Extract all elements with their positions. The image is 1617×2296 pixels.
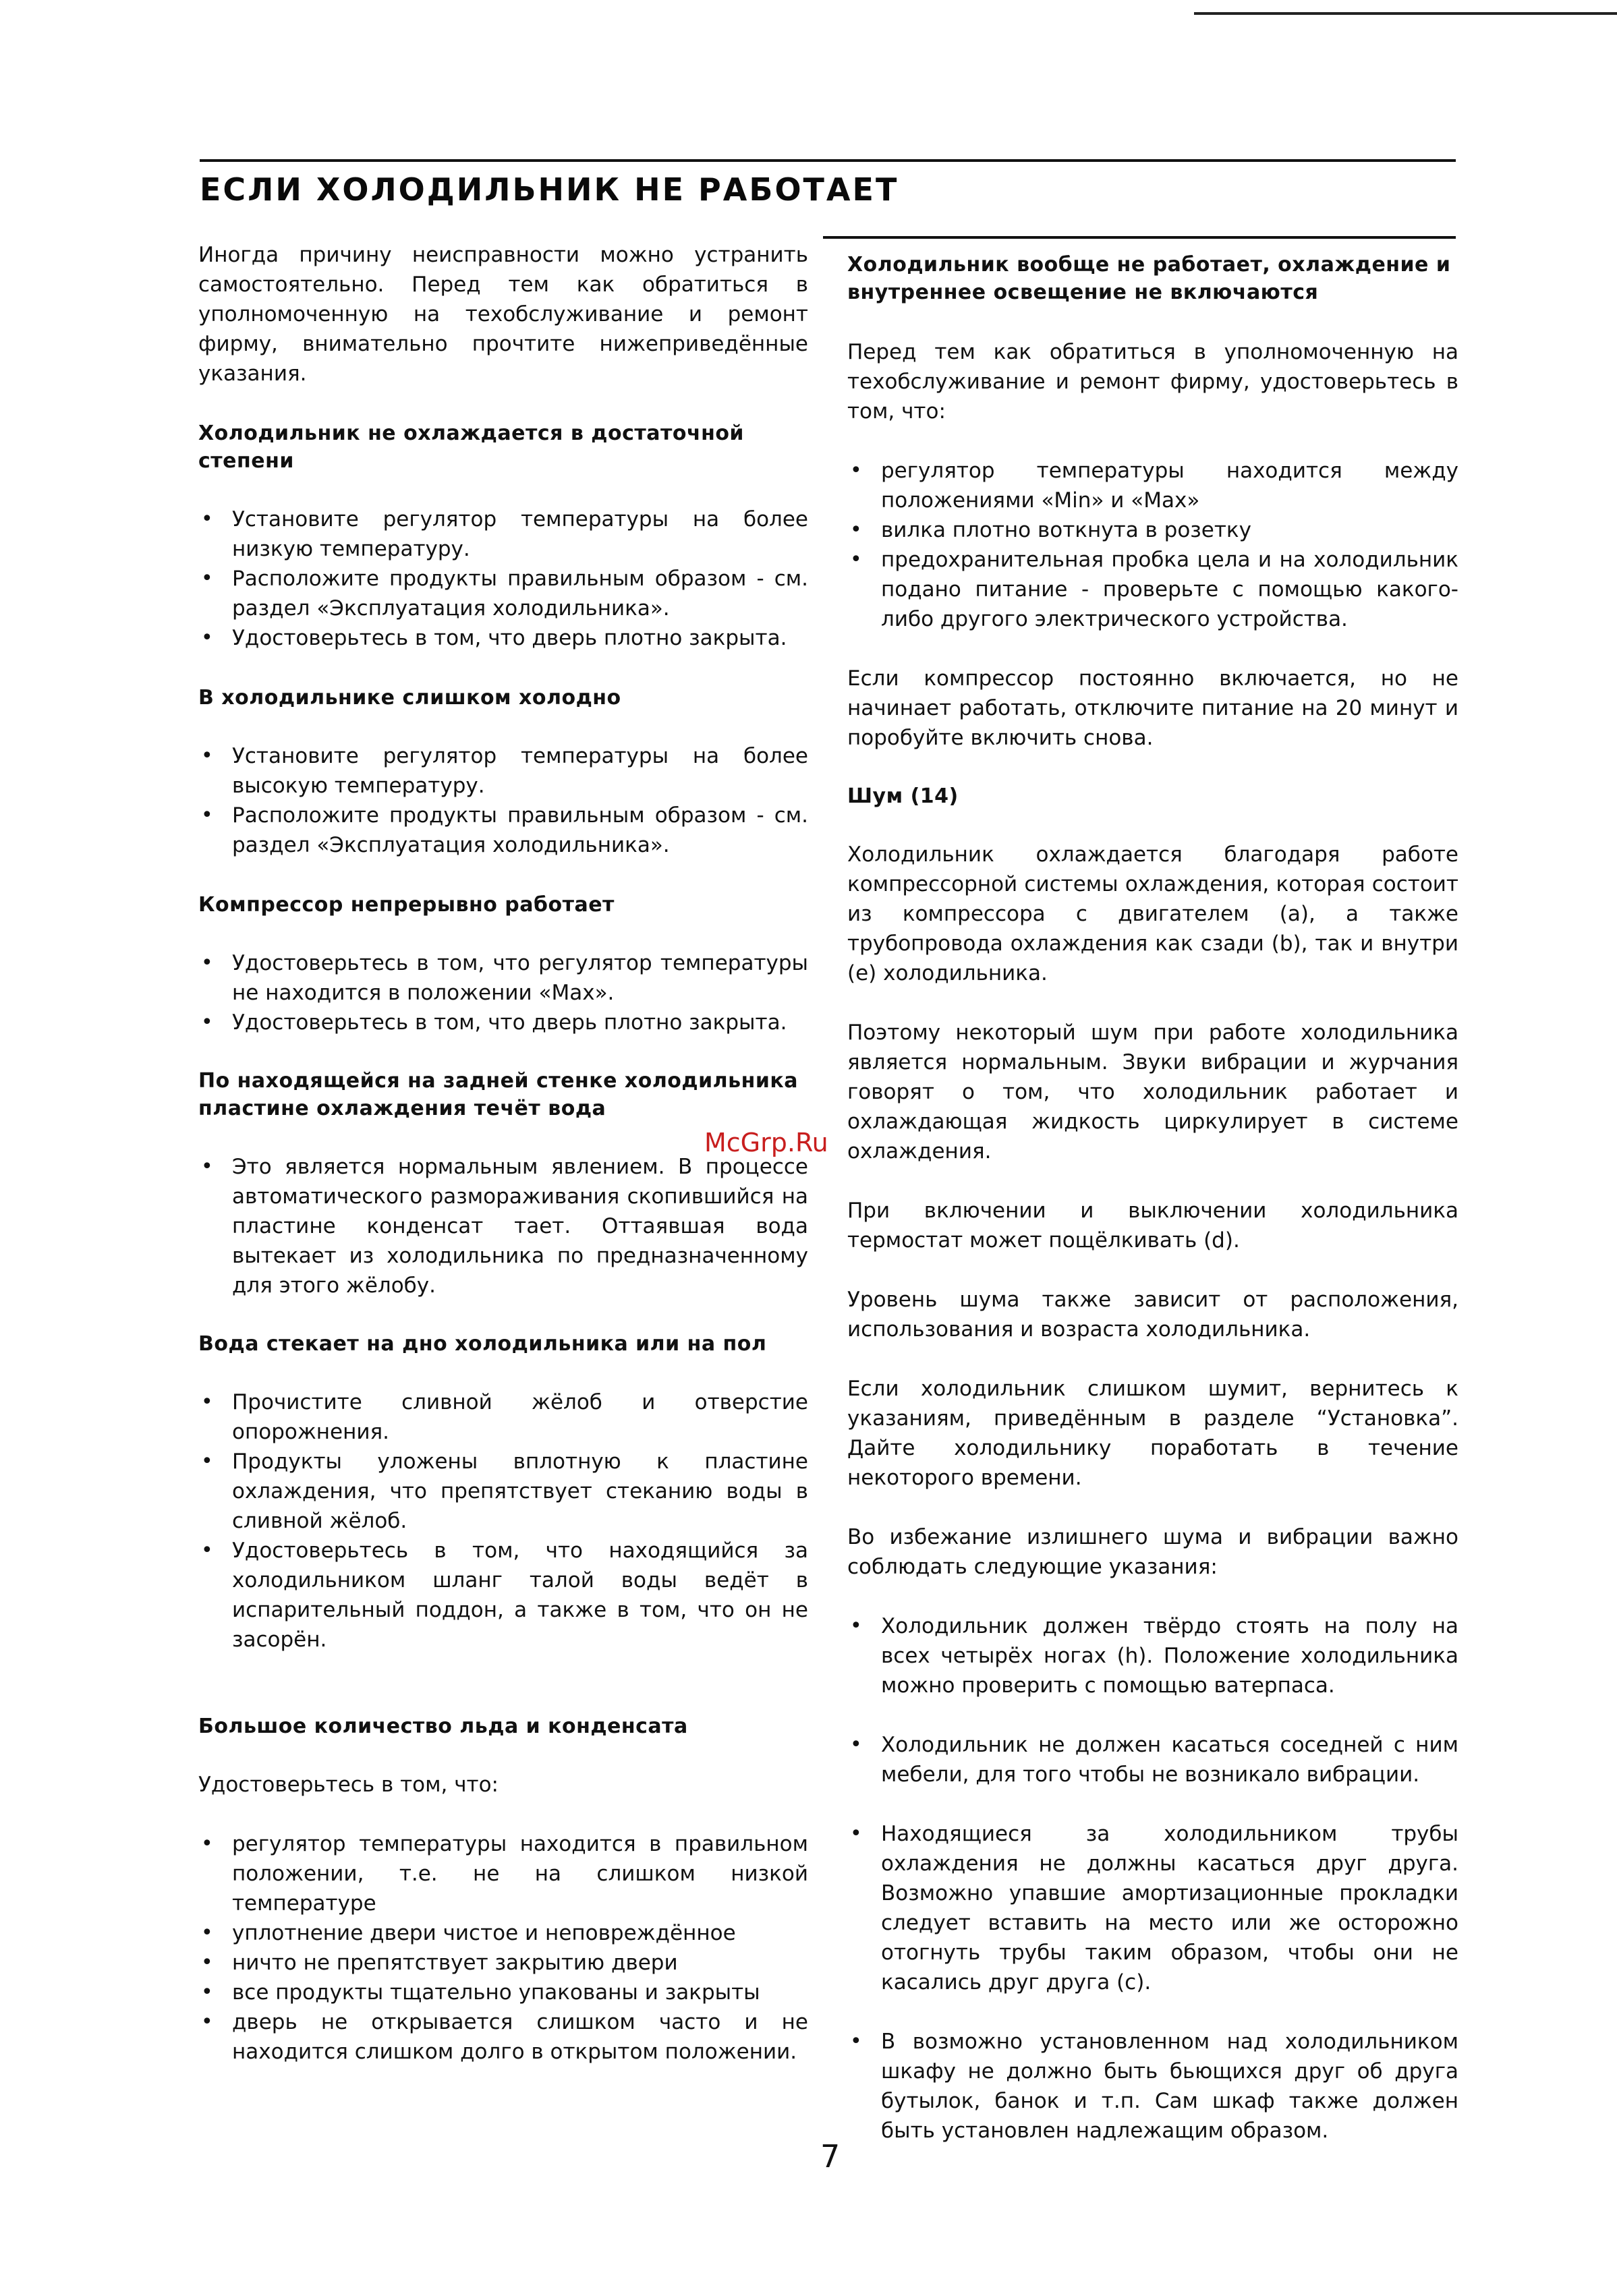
bullet-list <box>198 1829 808 2067</box>
section-too-cold <box>198 684 808 860</box>
section-ice-and-condensate <box>198 1713 808 2067</box>
bullet-list <box>847 1611 1458 2146</box>
paragraph: Холодильник охлаждается благодаря работе компрессорной системы охлаждения, которая состоит из компрессора с двигателем (a), а также трубопровода охлаждения как сзади (b), так и внутри (e) холодильника. <box>847 842 1458 985</box>
list-item: • Прочистите сливной жёлоб и отверстие опорожнения. <box>198 1387 808 1447</box>
section-heading: По находящейся на задней стенке холодильника пластине охлаждения течёт вода <box>198 1069 798 1120</box>
section-not-working-at-all <box>847 251 1458 753</box>
section-heading: Холодильник не охлаждается в достаточной степени <box>198 422 744 473</box>
paragraph: При включении и выключении холодильника термостат может пощёлкивать (d). <box>847 1199 1458 1253</box>
title-rule-top <box>200 159 1456 162</box>
list-item: • Удостоверьтесь в том, что регулятор температуры не находится в положении «Max». <box>198 948 808 1008</box>
list-item: • Холодильник не должен касаться соседней с ним мебели, для того чтобы не возникало вибрации. <box>847 1730 1458 1789</box>
section-heading: Холодильник вообще не работает, охлаждение и внутреннее освещение не включаются <box>847 253 1451 304</box>
section-heading: Большое количество льда и конденсата <box>198 1715 688 1738</box>
bullet-list <box>198 1387 808 1655</box>
section-compressor-runs <box>198 891 808 1037</box>
section-heading: Шум (14) <box>847 784 959 808</box>
section-noise <box>847 782 1458 2146</box>
section-outro: Если компрессор постоянно включается, но не начинает работать, отключите питание на 20 минут и поробуйте включить снова. <box>847 666 1458 750</box>
bullet-list <box>847 456 1458 634</box>
watermark-link[interactable]: McGrp.Ru <box>704 1128 828 1157</box>
list-item: • Удостоверьтесь в том, что находящийся за холодильником шланг талой воды ведёт в испарительный поддон, а также в том, что он не засорён. <box>198 1536 808 1655</box>
list-item: • Расположите продукты правильным образом - см. раздел «Эксплуатация холодильника». <box>198 564 808 623</box>
page-title: ЕСЛИ ХОЛОДИЛЬНИК НЕ РАБОТАЕТ <box>200 171 899 208</box>
bullet-list <box>198 505 808 653</box>
list-item: • Установите регулятор температуры на более высокую температуру. <box>198 741 808 801</box>
bullet-list <box>198 741 808 860</box>
list-item: • Холодильник должен твёрдо стоять на полу на всех четырёх ногах (h). Положение холодильника можно проверить с помощью ватерпаса. <box>847 1611 1458 1700</box>
list-item: • все продукты тщательно упакованы и закрыты <box>198 1978 808 2007</box>
paragraph: Поэтому некоторый шум при работе холодильника является нормальным. Звуки вибрации и журчания говорят о том, что холодильник работает и охлаждающая жидкость циркулирует в системе охлаждения. <box>847 1021 1458 1164</box>
section-intro: Перед тем как обратиться в уполномоченную на техобслуживание и ремонт фирму, удостоверьтесь в том, что: <box>847 340 1458 424</box>
paragraph: Во избежание излишнего шума и вибрации важно соблюдать следующие указания: <box>847 1525 1458 1579</box>
section-not-cooling-enough <box>198 420 808 653</box>
list-item: • ничто не препятствует закрытию двери <box>198 1948 808 1978</box>
right-column <box>847 251 1458 2146</box>
list-item: • дверь не открывается слишком часто и не находится слишком долго в открытом положении. <box>198 2007 808 2067</box>
bullet-list <box>198 1152 808 1300</box>
list-item: • регулятор температуры находится между положениями «Min» и «Max» <box>847 456 1458 515</box>
paragraph: Если холодильник слишком шумит, вернитесь к указаниям, приведённым в разделе “Установка”. Дайте холодильнику поработать в течение некоторого времени. <box>847 1377 1458 1490</box>
list-item: • Находящиеся за холодильником трубы охлаждения не должны касаться друг друга. Возможно упавшие амортизационные прокладки следует вставить на место или же осторожно отогнуть трубы таким образом, чтобы они не касались друг друга (c). <box>847 1819 1458 1997</box>
title-rule-bottom <box>823 236 1456 239</box>
section-heading: В холодильнике слишком холодно <box>198 686 621 710</box>
bullet-list <box>198 948 808 1037</box>
list-item: • вилка плотно воткнута в розетку <box>847 515 1458 545</box>
list-item: • В возможно установленном над холодильником шкафу не должно быть бьющихся друг об друга бутылок, банок и т.п. Сам шкаф также должен быть установлен надлежащим образом. <box>847 2027 1458 2146</box>
intro-paragraph: Иногда причину неисправности можно устранить самостоятельно. Перед тем как обратиться в уполномоченную на техобслуживание и ремонт фирму, внимательно прочтите нижеприведённые указания. <box>198 243 808 386</box>
list-item: • Расположите продукты правильным образом - см. раздел «Эксплуатация холодильника». <box>198 801 808 860</box>
list-item: • Удостоверьтесь в том, что дверь плотно закрыта. <box>198 1008 808 1037</box>
list-item: • Установите регулятор температуры на более низкую температуру. <box>198 505 808 564</box>
top-edge-rule <box>1194 12 1617 15</box>
list-item: • Удостоверьтесь в том, что дверь плотно закрыта. <box>198 623 808 653</box>
list-item: • Продукты уложены вплотную к пластине охлаждения, что препятствует стеканию воды в сливной жёлоб. <box>198 1447 808 1536</box>
section-heading: Компрессор непрерывно работает <box>198 893 615 917</box>
section-heading: Вода стекает на дно холодильника или на пол <box>198 1332 767 1356</box>
page-number: 7 <box>820 2138 841 2175</box>
section-water-on-back-plate <box>198 1067 808 1300</box>
section-water-on-floor <box>198 1330 808 1655</box>
list-item: • предохранительная пробка цела и на холодильник подано питание - проверьте с помощью какого-либо другого электрического устройства. <box>847 545 1458 634</box>
list-item: • Это является нормальным явлением. В процессе автоматического размораживания скопившийся на пластине конденсат тает. Оттаявшая вода вытекает из холодильника по предназначенному для этого жёлобу. <box>198 1152 808 1300</box>
paragraph: Уровень шума также зависит от расположения, использования и возраста холодильника. <box>847 1288 1458 1342</box>
section-intro: Удостоверьтесь в том, что: <box>198 1773 499 1797</box>
list-item: • уплотнение двери чистое и неповреждённое <box>198 1918 808 1948</box>
list-item: • регулятор температуры находится в правильном положении, т.е. не на слишком низкой температуре <box>198 1829 808 1918</box>
